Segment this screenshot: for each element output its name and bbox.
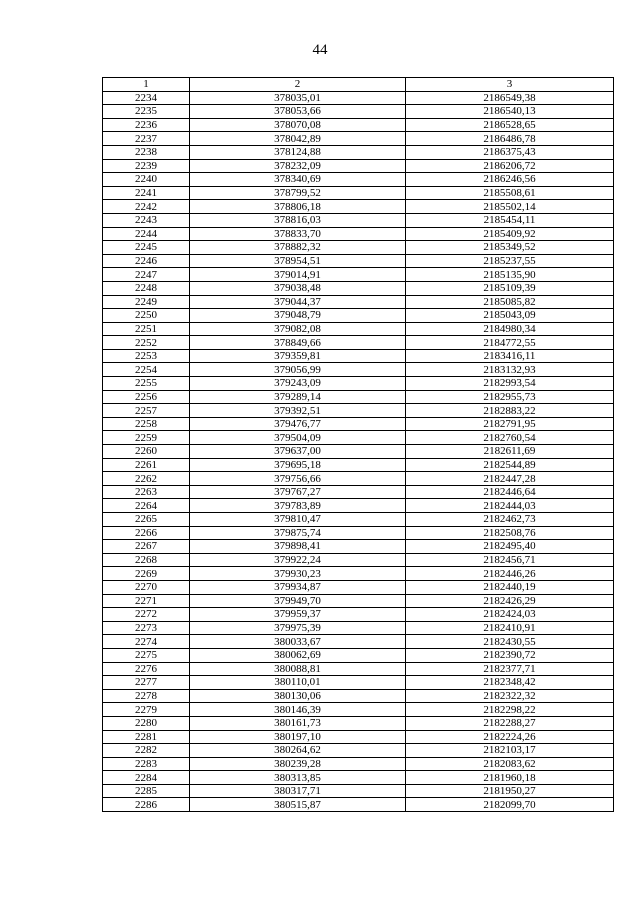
table-body — [103, 91, 614, 811]
x-coordinate-cell: 379959,37 — [190, 608, 406, 622]
y-coordinate-cell: 2182348,42 — [406, 676, 614, 690]
x-coordinate-cell: 379243,09 — [190, 377, 406, 391]
point-number-cell: 2280 — [103, 716, 190, 730]
y-coordinate-cell: 2184980,34 — [406, 322, 614, 336]
table-row — [103, 173, 614, 187]
table-row — [103, 798, 614, 812]
point-number-cell: 2240 — [103, 173, 190, 187]
table-row — [103, 213, 614, 227]
point-number-cell: 2266 — [103, 526, 190, 540]
point-number-cell: 2235 — [103, 105, 190, 119]
x-coordinate-cell: 380110,01 — [190, 676, 406, 690]
table-row — [103, 594, 614, 608]
x-coordinate-cell: 380264,62 — [190, 744, 406, 758]
point-number-cell: 2247 — [103, 268, 190, 282]
table-row — [103, 513, 614, 527]
point-number-cell: 2284 — [103, 771, 190, 785]
table-row — [103, 200, 614, 214]
x-coordinate-cell: 379504,09 — [190, 431, 406, 445]
y-coordinate-cell: 2186549,38 — [406, 91, 614, 105]
y-coordinate-cell: 2181950,27 — [406, 784, 614, 798]
y-coordinate-cell: 2184772,55 — [406, 336, 614, 350]
table-row — [103, 621, 614, 635]
x-coordinate-cell: 380130,06 — [190, 689, 406, 703]
x-coordinate-cell: 379695,18 — [190, 458, 406, 472]
point-number-cell: 2281 — [103, 730, 190, 744]
x-coordinate-cell: 379082,08 — [190, 322, 406, 336]
x-coordinate-cell: 380062,69 — [190, 648, 406, 662]
x-coordinate-cell: 379014,91 — [190, 268, 406, 282]
point-number-cell: 2259 — [103, 431, 190, 445]
table-row — [103, 241, 614, 255]
point-number-cell: 2278 — [103, 689, 190, 703]
point-number-cell: 2265 — [103, 513, 190, 527]
x-coordinate-cell: 379875,74 — [190, 526, 406, 540]
x-coordinate-cell: 379930,23 — [190, 567, 406, 581]
y-coordinate-cell: 2182462,73 — [406, 513, 614, 527]
y-coordinate-cell: 2185109,39 — [406, 281, 614, 295]
y-coordinate-cell: 2185043,09 — [406, 309, 614, 323]
point-number-cell: 2260 — [103, 445, 190, 459]
y-coordinate-cell: 2182390,72 — [406, 648, 614, 662]
x-coordinate-cell: 378954,51 — [190, 254, 406, 268]
y-coordinate-cell: 2182099,70 — [406, 798, 614, 812]
y-coordinate-cell: 2182444,03 — [406, 499, 614, 513]
y-coordinate-cell: 2185454,11 — [406, 213, 614, 227]
x-coordinate-cell: 379934,87 — [190, 580, 406, 594]
x-coordinate-cell: 379038,48 — [190, 281, 406, 295]
point-number-cell: 2249 — [103, 295, 190, 309]
y-coordinate-cell: 2182791,95 — [406, 417, 614, 431]
point-number-cell: 2239 — [103, 159, 190, 173]
x-coordinate-cell: 379048,79 — [190, 309, 406, 323]
table-row — [103, 431, 614, 445]
y-coordinate-cell: 2185237,55 — [406, 254, 614, 268]
point-number-cell: 2256 — [103, 390, 190, 404]
table-row — [103, 404, 614, 418]
table-row — [103, 145, 614, 159]
header-row — [103, 78, 614, 92]
point-number-cell: 2274 — [103, 635, 190, 649]
table-row — [103, 648, 614, 662]
point-number-cell: 2250 — [103, 309, 190, 323]
point-number-cell: 2272 — [103, 608, 190, 622]
x-coordinate-cell: 380317,71 — [190, 784, 406, 798]
y-coordinate-cell: 2182456,71 — [406, 553, 614, 567]
point-number-cell: 2241 — [103, 186, 190, 200]
y-coordinate-cell: 2185508,61 — [406, 186, 614, 200]
table-row — [103, 132, 614, 146]
table-row — [103, 268, 614, 282]
y-coordinate-cell: 2183132,93 — [406, 363, 614, 377]
point-number-cell: 2244 — [103, 227, 190, 241]
x-coordinate-cell: 379898,41 — [190, 540, 406, 554]
point-number-cell: 2285 — [103, 784, 190, 798]
point-number-cell: 2262 — [103, 472, 190, 486]
y-coordinate-cell: 2182611,69 — [406, 445, 614, 459]
table-row — [103, 227, 614, 241]
point-number-cell: 2245 — [103, 241, 190, 255]
y-coordinate-cell: 2182508,76 — [406, 526, 614, 540]
y-coordinate-cell: 2186375,43 — [406, 145, 614, 159]
x-coordinate-cell: 379289,14 — [190, 390, 406, 404]
table-row — [103, 458, 614, 472]
y-coordinate-cell: 2182447,28 — [406, 472, 614, 486]
x-coordinate-cell: 378799,52 — [190, 186, 406, 200]
point-number-cell: 2236 — [103, 118, 190, 132]
table-row — [103, 390, 614, 404]
x-coordinate-cell: 378882,32 — [190, 241, 406, 255]
point-number-cell: 2242 — [103, 200, 190, 214]
table-row — [103, 744, 614, 758]
y-coordinate-cell: 2182760,54 — [406, 431, 614, 445]
y-coordinate-cell: 2185409,92 — [406, 227, 614, 241]
x-coordinate-cell: 379637,00 — [190, 445, 406, 459]
x-coordinate-cell: 379949,70 — [190, 594, 406, 608]
column-header-3: 3 — [406, 78, 614, 92]
y-coordinate-cell: 2182288,27 — [406, 716, 614, 730]
point-number-cell: 2270 — [103, 580, 190, 594]
x-coordinate-cell: 380088,81 — [190, 662, 406, 676]
x-coordinate-cell: 378816,03 — [190, 213, 406, 227]
x-coordinate-cell: 380239,28 — [190, 757, 406, 771]
point-number-cell: 2238 — [103, 145, 190, 159]
table-row — [103, 281, 614, 295]
y-coordinate-cell: 2182083,62 — [406, 757, 614, 771]
y-coordinate-cell: 2182298,22 — [406, 703, 614, 717]
point-number-cell: 2269 — [103, 567, 190, 581]
x-coordinate-cell: 379810,47 — [190, 513, 406, 527]
table-row — [103, 105, 614, 119]
y-coordinate-cell: 2182430,55 — [406, 635, 614, 649]
table-row — [103, 118, 614, 132]
y-coordinate-cell: 2182103,17 — [406, 744, 614, 758]
table-row — [103, 417, 614, 431]
x-coordinate-cell: 379767,27 — [190, 485, 406, 499]
point-number-cell: 2273 — [103, 621, 190, 635]
table-row — [103, 499, 614, 513]
table-row — [103, 336, 614, 350]
table-row — [103, 784, 614, 798]
x-coordinate-cell: 380197,10 — [190, 730, 406, 744]
table-row — [103, 309, 614, 323]
point-number-cell: 2283 — [103, 757, 190, 771]
point-number-cell: 2258 — [103, 417, 190, 431]
point-number-cell: 2264 — [103, 499, 190, 513]
x-coordinate-cell: 380313,85 — [190, 771, 406, 785]
x-coordinate-cell: 378124,88 — [190, 145, 406, 159]
point-number-cell: 2257 — [103, 404, 190, 418]
x-coordinate-cell: 378340,69 — [190, 173, 406, 187]
point-number-cell: 2263 — [103, 485, 190, 499]
point-number-cell: 2268 — [103, 553, 190, 567]
x-coordinate-cell: 380033,67 — [190, 635, 406, 649]
table-row — [103, 540, 614, 554]
y-coordinate-cell: 2182424,03 — [406, 608, 614, 622]
y-coordinate-cell: 2182544,89 — [406, 458, 614, 472]
point-number-cell: 2271 — [103, 594, 190, 608]
table-row — [103, 254, 614, 268]
y-coordinate-cell: 2182440,19 — [406, 580, 614, 594]
y-coordinate-cell: 2186206,72 — [406, 159, 614, 173]
point-number-cell: 2261 — [103, 458, 190, 472]
x-coordinate-cell: 378232,09 — [190, 159, 406, 173]
point-number-cell: 2253 — [103, 349, 190, 363]
y-coordinate-cell: 2182426,29 — [406, 594, 614, 608]
table-row — [103, 676, 614, 690]
y-coordinate-cell: 2182993,54 — [406, 377, 614, 391]
x-coordinate-cell: 379783,89 — [190, 499, 406, 513]
table-row — [103, 349, 614, 363]
table-row — [103, 363, 614, 377]
point-number-cell: 2248 — [103, 281, 190, 295]
table-row — [103, 295, 614, 309]
point-number-cell: 2251 — [103, 322, 190, 336]
table-row — [103, 580, 614, 594]
x-coordinate-cell: 379359,81 — [190, 349, 406, 363]
point-number-cell: 2276 — [103, 662, 190, 676]
table-row — [103, 771, 614, 785]
point-number-cell: 2275 — [103, 648, 190, 662]
table-row — [103, 526, 614, 540]
y-coordinate-cell: 2182224,26 — [406, 730, 614, 744]
point-number-cell: 2234 — [103, 91, 190, 105]
y-coordinate-cell: 2185135,90 — [406, 268, 614, 282]
table-row — [103, 186, 614, 200]
table-row — [103, 757, 614, 771]
point-number-cell: 2255 — [103, 377, 190, 391]
y-coordinate-cell: 2182495,40 — [406, 540, 614, 554]
point-number-cell: 2254 — [103, 363, 190, 377]
table-row — [103, 159, 614, 173]
x-coordinate-cell: 379922,24 — [190, 553, 406, 567]
y-coordinate-cell: 2186486,78 — [406, 132, 614, 146]
y-coordinate-cell: 2185349,52 — [406, 241, 614, 255]
point-number-cell: 2286 — [103, 798, 190, 812]
y-coordinate-cell: 2182446,26 — [406, 567, 614, 581]
table-row — [103, 322, 614, 336]
y-coordinate-cell: 2185085,82 — [406, 295, 614, 309]
table-row — [103, 689, 614, 703]
table-row — [103, 377, 614, 391]
table-row — [103, 91, 614, 105]
x-coordinate-cell: 378053,66 — [190, 105, 406, 119]
column-header-1: 1 — [103, 78, 190, 92]
y-coordinate-cell: 2186246,56 — [406, 173, 614, 187]
coordinates-table — [102, 77, 614, 812]
point-number-cell: 2237 — [103, 132, 190, 146]
y-coordinate-cell: 2182377,71 — [406, 662, 614, 676]
y-coordinate-cell: 2182446,64 — [406, 485, 614, 499]
table-header — [103, 78, 614, 92]
x-coordinate-cell: 379044,37 — [190, 295, 406, 309]
x-coordinate-cell: 378042,89 — [190, 132, 406, 146]
table-row — [103, 472, 614, 486]
table-row — [103, 662, 614, 676]
x-coordinate-cell: 379476,77 — [190, 417, 406, 431]
table-row — [103, 703, 614, 717]
y-coordinate-cell: 2182883,22 — [406, 404, 614, 418]
point-number-cell: 2282 — [103, 744, 190, 758]
x-coordinate-cell: 378070,08 — [190, 118, 406, 132]
table-row — [103, 716, 614, 730]
table-row — [103, 553, 614, 567]
x-coordinate-cell: 378849,66 — [190, 336, 406, 350]
y-coordinate-cell: 2182410,91 — [406, 621, 614, 635]
point-number-cell: 2243 — [103, 213, 190, 227]
table-row — [103, 730, 614, 744]
x-coordinate-cell: 379756,66 — [190, 472, 406, 486]
y-coordinate-cell: 2181960,18 — [406, 771, 614, 785]
page-number: 44 — [312, 42, 328, 58]
table-row — [103, 635, 614, 649]
x-coordinate-cell: 380161,73 — [190, 716, 406, 730]
point-number-cell: 2277 — [103, 676, 190, 690]
x-coordinate-cell: 379975,39 — [190, 621, 406, 635]
table-row — [103, 445, 614, 459]
x-coordinate-cell: 380146,39 — [190, 703, 406, 717]
x-coordinate-cell: 379056,99 — [190, 363, 406, 377]
x-coordinate-cell: 378035,01 — [190, 91, 406, 105]
y-coordinate-cell: 2185502,14 — [406, 200, 614, 214]
y-coordinate-cell: 2182955,73 — [406, 390, 614, 404]
y-coordinate-cell: 2183416,11 — [406, 349, 614, 363]
x-coordinate-cell: 379392,51 — [190, 404, 406, 418]
y-coordinate-cell: 2186528,65 — [406, 118, 614, 132]
point-number-cell: 2279 — [103, 703, 190, 717]
x-coordinate-cell: 378833,70 — [190, 227, 406, 241]
point-number-cell: 2246 — [103, 254, 190, 268]
x-coordinate-cell: 378806,18 — [190, 200, 406, 214]
table-row — [103, 567, 614, 581]
table-row — [103, 608, 614, 622]
y-coordinate-cell: 2186540,13 — [406, 105, 614, 119]
table-row — [103, 485, 614, 499]
y-coordinate-cell: 2182322,32 — [406, 689, 614, 703]
x-coordinate-cell: 380515,87 — [190, 798, 406, 812]
point-number-cell: 2252 — [103, 336, 190, 350]
column-header-2: 2 — [190, 78, 406, 92]
point-number-cell: 2267 — [103, 540, 190, 554]
